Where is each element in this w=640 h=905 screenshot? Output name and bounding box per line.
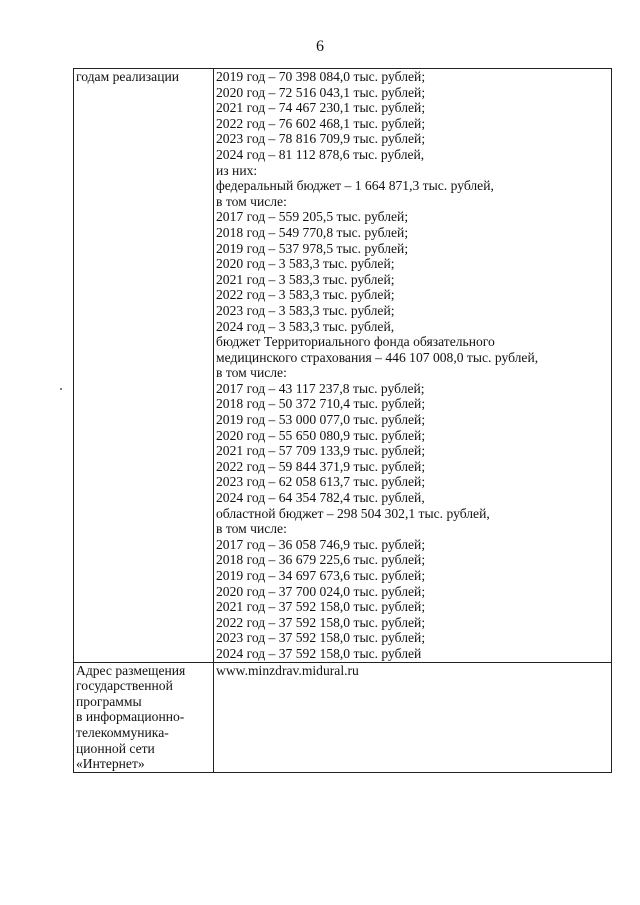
- funding-line: 2020 год – 37 700 024,0 тыс. рублей;: [216, 583, 426, 599]
- page-number: 6: [316, 38, 324, 55]
- funding-line: 2023 год – 62 058 613,7 тыс. рублей;: [216, 474, 426, 490]
- funding-line: 2019 год – 70 398 084,0 тыс. рублей;: [216, 69, 426, 84]
- funding-line: 2022 год – 76 602 468,1 тыс. рублей;: [216, 115, 426, 131]
- funding-line: из них:: [216, 162, 258, 178]
- funding-line: 2022 год – 3 583,3 тыс. рублей;: [216, 287, 395, 303]
- table-row-funding: [74, 69, 612, 663]
- address-label-line: государственной: [76, 678, 173, 694]
- funding-line: 2019 год – 53 000 077,0 тыс. рублей;: [216, 412, 426, 428]
- address-label-line: телекоммуника-: [76, 724, 169, 740]
- funding-value-cell: [214, 69, 612, 663]
- funding-line: 2024 год – 81 112 878,6 тыс. рублей,: [216, 146, 425, 162]
- funding-line: 2021 год – 74 467 230,1 тыс. рублей;: [216, 100, 426, 116]
- address-label-line: Адрес размещения: [76, 662, 186, 678]
- funding-line: федеральный бюджет – 1 664 871,3 тыс. рублей,: [216, 178, 494, 194]
- funding-line: 2021 год – 37 592 158,0 тыс. рублей;: [216, 599, 426, 615]
- funding-line: 2018 год – 36 679 225,6 тыс. рублей;: [216, 552, 426, 568]
- funding-line: 2019 год – 34 697 673,6 тыс. рублей;: [216, 568, 426, 583]
- funding-line: в том числе:: [216, 521, 287, 537]
- funding-line: 2020 год – 55 650 080,9 тыс. рублей;: [216, 427, 426, 443]
- website-link[interactable]: www.minzdrav.midural.ru: [216, 662, 359, 678]
- funding-line: областной бюджет – 298 504 302,1 тыс. рублей,: [216, 505, 490, 521]
- funding-line: 2023 год – 78 816 709,9 тыс. рублей;: [216, 131, 426, 147]
- funding-line: 2017 год – 43 117 237,8 тыс. рублей;: [216, 380, 425, 396]
- address-label-line: «Интернет»: [76, 756, 145, 772]
- funding-line: 2024 год – 37 592 158,0 тыс. рублей: [216, 645, 422, 661]
- funding-line: 2018 год – 549 770,8 тыс. рублей;: [216, 224, 409, 240]
- funding-line: 2020 год – 3 583,3 тыс. рублей;: [216, 256, 395, 272]
- funding-line: в том числе:: [216, 193, 287, 209]
- funding-line: в том числе:: [216, 365, 287, 381]
- table-row-address: [74, 662, 612, 772]
- program-passport-table: [73, 68, 612, 773]
- address-value-cell: [214, 662, 612, 772]
- funding-label-cell: [74, 69, 214, 663]
- address-label-line: программы: [76, 693, 142, 709]
- funding-line: медицинского страхования – 446 107 008,0 тыс. рублей,: [216, 349, 539, 365]
- address-label-cell: [74, 662, 214, 772]
- funding-line: 2021 год – 57 709 133,9 тыс. рублей;: [216, 443, 426, 459]
- funding-line: 2020 год – 72 516 043,1 тыс. рублей;: [216, 84, 426, 100]
- funding-line: 2018 год – 50 372 710,4 тыс. рублей;: [216, 396, 426, 412]
- funding-line: 2022 год – 37 592 158,0 тыс. рублей;: [216, 614, 426, 630]
- funding-line: 2019 год – 537 978,5 тыс. рублей;: [216, 240, 409, 256]
- address-label-line: ционной сети: [76, 740, 155, 756]
- funding-line: 2017 год – 36 058 746,9 тыс. рублей;: [216, 536, 426, 552]
- funding-line: бюджет Территориального фонда обязательного: [216, 334, 495, 350]
- address-label-line: в информационно-: [76, 709, 185, 725]
- funding-line: 2017 год – 559 205,5 тыс. рублей;: [216, 209, 409, 225]
- funding-line: 2021 год – 3 583,3 тыс. рублей;: [216, 271, 395, 287]
- funding-line: 2024 год – 3 583,3 тыс. рублей,: [216, 318, 395, 334]
- margin-mark: [60, 388, 62, 390]
- funding-label: годам реализации: [76, 69, 180, 84]
- funding-line: 2024 год – 64 354 782,4 тыс. рублей,: [216, 490, 425, 506]
- funding-line: 2022 год – 59 844 371,9 тыс. рублей;: [216, 458, 426, 474]
- funding-line: 2023 год – 3 583,3 тыс. рублей;: [216, 302, 395, 318]
- funding-line: 2023 год – 37 592 158,0 тыс. рублей;: [216, 630, 426, 646]
